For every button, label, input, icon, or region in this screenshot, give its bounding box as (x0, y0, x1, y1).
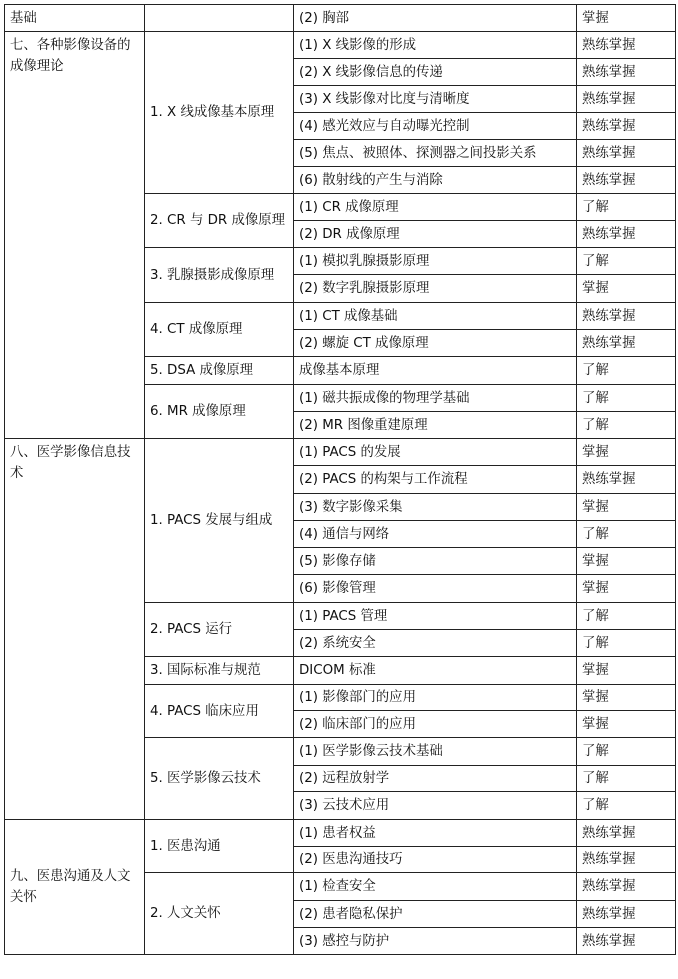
requirement-level-cell: 了解 (577, 248, 676, 275)
requirement-level-cell: 了解 (577, 412, 676, 439)
requirement-level-cell: 熟练掌握 (577, 928, 676, 955)
requirement-level-cell: 了解 (577, 194, 676, 221)
requirement-level-cell: 了解 (577, 738, 676, 766)
requirement-level-cell: 熟练掌握 (577, 221, 676, 248)
content-cell: 成像基本原理 (294, 357, 577, 385)
content-cell: (1) 医学影像云技术基础 (294, 738, 577, 766)
table-row (5, 5, 676, 32)
requirement-level-cell: 熟练掌握 (577, 113, 676, 140)
requirement-level-cell: 掌握 (577, 548, 676, 575)
subtopic-cell: 3. 国际标准与规范 (145, 657, 294, 685)
content-cell: (1) X 线影像的形成 (294, 32, 577, 59)
content-cell: (2) 远程放射学 (294, 766, 577, 792)
content-cell: (2) 医患沟通技巧 (294, 847, 577, 873)
requirement-level-cell: 掌握 (577, 711, 676, 738)
requirement-level-cell: 了解 (577, 357, 676, 385)
requirement-level-cell: 掌握 (577, 275, 676, 303)
subtopic-cell: 2. 人文关怀 (145, 873, 294, 955)
requirement-level-cell: 了解 (577, 385, 676, 412)
content-cell: DICOM 标准 (294, 657, 577, 685)
content-cell: (1) CT 成像基础 (294, 303, 577, 330)
requirement-level-cell: 熟练掌握 (577, 330, 676, 357)
category-cell: 八、医学影像信息技术 (5, 439, 145, 820)
content-cell: (2) 临床部门的应用 (294, 711, 577, 738)
requirement-level-cell: 掌握 (577, 439, 676, 466)
content-cell: (3) 感控与防护 (294, 928, 577, 955)
requirement-level-cell: 了解 (577, 603, 676, 630)
category-cell: 七、各种影像设备的成像理论 (5, 32, 145, 439)
subtopic-cell: 1. 医患沟通 (145, 820, 294, 873)
content-cell: (2) 胸部 (294, 5, 577, 32)
requirement-level-cell: 熟练掌握 (577, 140, 676, 167)
requirement-level-cell: 熟练掌握 (577, 167, 676, 194)
content-cell: (2) 系统安全 (294, 630, 577, 657)
requirement-level-cell: 了解 (577, 766, 676, 792)
subtopic-cell: 1. PACS 发展与组成 (145, 439, 294, 603)
content-cell: (6) 影像管理 (294, 575, 577, 603)
content-cell: (6) 散射线的产生与消除 (294, 167, 577, 194)
content-cell: (2) DR 成像原理 (294, 221, 577, 248)
requirement-level-cell: 熟练掌握 (577, 59, 676, 86)
requirement-level-cell: 了解 (577, 521, 676, 548)
content-cell: (1) 影像部门的应用 (294, 685, 577, 711)
requirement-level-cell: 掌握 (577, 494, 676, 521)
content-cell: (3) 云技术应用 (294, 792, 577, 820)
requirement-level-cell: 熟练掌握 (577, 847, 676, 873)
content-cell: (1) 磁共振成像的物理学基础 (294, 385, 577, 412)
content-cell: (2) MR 图像重建原理 (294, 412, 577, 439)
subtopic-cell: 6. MR 成像原理 (145, 385, 294, 439)
syllabus-table-body (5, 5, 676, 955)
requirement-level-cell: 熟练掌握 (577, 303, 676, 330)
requirement-level-cell: 掌握 (577, 685, 676, 711)
table-row (5, 439, 676, 466)
content-cell: (2) X 线影像信息的传递 (294, 59, 577, 86)
content-cell: (5) 影像存储 (294, 548, 577, 575)
requirement-level-cell: 熟练掌握 (577, 901, 676, 928)
content-cell: (1) PACS 管理 (294, 603, 577, 630)
content-cell: (3) X 线影像对比度与清晰度 (294, 86, 577, 113)
subtopic-cell: 4. CT 成像原理 (145, 303, 294, 357)
subtopic-cell: 4. PACS 临床应用 (145, 685, 294, 738)
subtopic-cell: 2. PACS 运行 (145, 603, 294, 657)
requirement-level-cell: 了解 (577, 630, 676, 657)
content-cell: (3) 数字影像采集 (294, 494, 577, 521)
content-cell: (1) CR 成像原理 (294, 194, 577, 221)
content-cell: (1) 模拟乳腺摄影原理 (294, 248, 577, 275)
requirement-level-cell: 熟练掌握 (577, 873, 676, 901)
content-cell: (4) 通信与网络 (294, 521, 577, 548)
syllabus-table (4, 4, 676, 955)
requirement-level-cell: 掌握 (577, 5, 676, 32)
content-cell: (4) 感光效应与自动曝光控制 (294, 113, 577, 140)
requirement-level-cell: 了解 (577, 792, 676, 820)
category-cell: 九、医患沟通及人文关怀 (5, 820, 145, 955)
subtopic-cell: 2. CR 与 DR 成像原理 (145, 194, 294, 248)
table-row (5, 820, 676, 847)
requirement-level-cell: 掌握 (577, 575, 676, 603)
requirement-level-cell: 熟练掌握 (577, 86, 676, 113)
content-cell: (2) PACS 的构架与工作流程 (294, 466, 577, 494)
content-cell: (2) 螺旋 CT 成像原理 (294, 330, 577, 357)
table-row (5, 32, 676, 59)
subtopic-cell: 5. 医学影像云技术 (145, 738, 294, 820)
content-cell: (1) 检查安全 (294, 873, 577, 901)
category-cell: 基础 (5, 5, 145, 32)
content-cell: (2) 数字乳腺摄影原理 (294, 275, 577, 303)
content-cell: (2) 患者隐私保护 (294, 901, 577, 928)
subtopic-cell: 1. X 线成像基本原理 (145, 32, 294, 194)
content-cell: (1) 患者权益 (294, 820, 577, 847)
subtopic-cell (145, 5, 294, 32)
requirement-level-cell: 熟练掌握 (577, 32, 676, 59)
requirement-level-cell: 熟练掌握 (577, 466, 676, 494)
content-cell: (1) PACS 的发展 (294, 439, 577, 466)
content-cell: (5) 焦点、被照体、探测器之间投影关系 (294, 140, 577, 167)
subtopic-cell: 5. DSA 成像原理 (145, 357, 294, 385)
requirement-level-cell: 熟练掌握 (577, 820, 676, 847)
requirement-level-cell: 掌握 (577, 657, 676, 685)
subtopic-cell: 3. 乳腺摄影成像原理 (145, 248, 294, 303)
